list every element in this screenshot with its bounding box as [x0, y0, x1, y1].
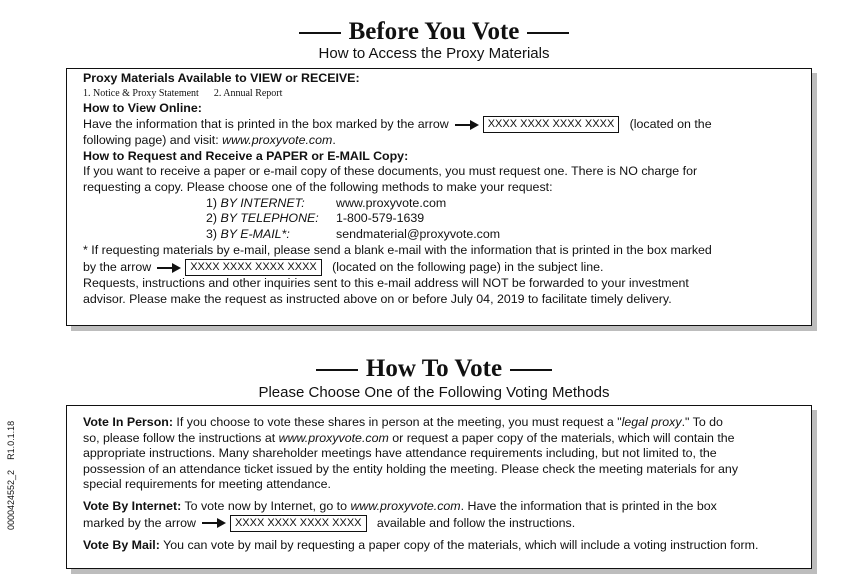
arrow-icon [455, 119, 479, 131]
email-note-2a: by the arrow [83, 259, 152, 274]
control-number-box: XXXX XXXX XXXX XXXX [230, 515, 367, 532]
in-person-line-5: special requirements for meeting attendance. [83, 477, 331, 492]
method-num: 3) [206, 226, 218, 241]
internet-text-1b: . Have the information that is printed in the box [460, 498, 717, 513]
in-person-line-1 [83, 415, 801, 431]
how-title-text: How To Vote [365, 355, 503, 382]
proxy-materials-box [66, 68, 812, 326]
view-online-line-2 [83, 133, 801, 149]
internet-text-1a: To vote now by Internet, go to [184, 498, 347, 513]
view-text-1: Have the information that is printed in the box marked by the arrow [83, 116, 449, 131]
view-online-heading: How to View Online: [83, 100, 202, 115]
email-note-1: * If requesting materials by e-mail, please send a blank e-mail with the information that is printed in the box marked [83, 243, 712, 258]
method-label: BY INTERNET: [220, 195, 305, 210]
voting-methods-box [66, 405, 812, 569]
materials-heading: Proxy Materials Available to VIEW or RECEIVE: [83, 71, 360, 85]
proxyvote-link[interactable]: www.proxyvote.com [350, 498, 461, 513]
how-subtitle: Please Choose One of the Following Voting Methods [258, 384, 610, 401]
proxyvote-link[interactable]: www.proxyvote.com [278, 430, 389, 445]
in-person-text-1a: If you choose to vote these shares in person at the meeting, you must request a " [176, 415, 622, 429]
method-num: 2) [206, 211, 218, 226]
request-text-1: If you want to receive a paper or e-mail copy of these documents, you must request one. There is NO charge for [83, 164, 698, 179]
in-person-line-2 [83, 431, 801, 447]
side-document-code: 0000424552_2 R1.0.1.18 [6, 420, 16, 530]
legal-proxy-text: legal proxy [621, 415, 682, 429]
method-email [206, 227, 801, 243]
method-internet [206, 196, 801, 212]
view-text-2: (located on the [629, 116, 712, 131]
method-telephone [206, 211, 801, 227]
in-person-text-1b: ." To do [681, 415, 723, 429]
in-person-text-2a: so, please follow the instructions at [83, 430, 276, 445]
request-text-2: requesting a copy. Please choose one of the following methods to make your request: [83, 179, 553, 194]
in-person-text-2b: or request a paper copy of the materials, which will contain the [392, 430, 735, 445]
method-label: BY TELEPHONE: [220, 211, 319, 226]
before-subtitle: How to Access the Proxy Materials [318, 45, 550, 62]
request-methods [206, 196, 801, 243]
in-person-line-4: possession of an attendance ticket issued by the entity holding the meeting. Please check the meeting materials for any [83, 461, 739, 476]
internet-text-2a: marked by the arrow [83, 515, 196, 530]
mail-line [83, 538, 801, 554]
before-you-vote-title [0, 18, 868, 46]
in-person-line-3: appropriate instructions. Many shareholder meetings have attendance requirements including, but not limited to, the [83, 446, 717, 461]
view-text-4: . [332, 133, 336, 148]
method-value-email[interactable]: sendmaterial@proxyvote.com [336, 226, 501, 241]
title-rule-right [510, 369, 552, 371]
title-rule-right [527, 32, 569, 34]
view-online-line-1 [83, 116, 801, 133]
title-rule-left [299, 32, 341, 34]
internet-line-1 [83, 499, 801, 515]
arrow-icon [202, 517, 226, 529]
mail-text: You can vote by mail by requesting a paper copy of the materials, which will include a voting instruction form. [163, 537, 759, 552]
control-number-box: XXXX XXXX XXXX XXXX [185, 259, 322, 276]
method-label: BY E-MAIL*: [220, 226, 290, 241]
arrow-icon [157, 262, 181, 274]
title-rule-left [316, 369, 358, 371]
method-value-telephone[interactable]: 1-800-579-1639 [336, 211, 425, 226]
control-number-box: XXXX XXXX XXXX XXXX [483, 116, 620, 133]
internet-line-2 [83, 515, 801, 532]
how-to-vote-title [0, 355, 868, 383]
proxyvote-link[interactable]: www.proxyvote.com [222, 133, 333, 148]
vote-by-mail-label: Vote By Mail: [83, 537, 160, 552]
materials-list: 1. Notice & Proxy Statement 2. Annual Report [83, 87, 283, 99]
vote-by-internet-label: Vote By Internet: [83, 498, 182, 513]
method-num: 1) [206, 195, 218, 210]
internet-text-2b: available and follow the instructions. [376, 515, 576, 530]
requests-note-2: advisor. Please make the request as instructed above on or before July 04, 2019 to facilitate timely delivery. [83, 291, 672, 306]
request-heading: How to Request and Receive a PAPER or E-MAIL Copy: [83, 148, 409, 163]
before-title-text: Before You Vote [348, 18, 520, 45]
view-text-3: following page) and visit: [83, 133, 219, 148]
method-value-internet[interactable]: www.proxyvote.com [336, 195, 447, 210]
email-note-2 [83, 259, 801, 276]
requests-note-1: Requests, instructions and other inquiries sent to this e-mail address will NOT be forwarded to your investment [83, 276, 689, 291]
vote-in-person-label: Vote In Person: [83, 415, 173, 429]
email-note-2b: (located on the following page) in the subject line. [332, 259, 604, 274]
